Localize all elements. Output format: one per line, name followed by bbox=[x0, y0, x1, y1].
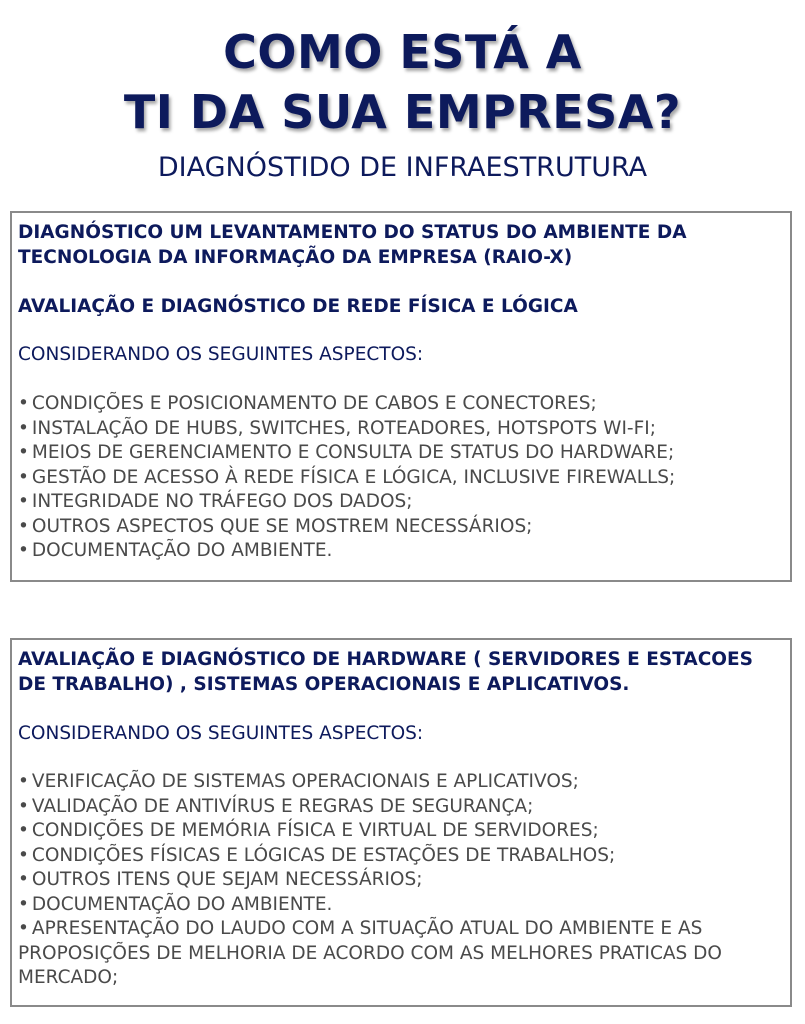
bullet-icon: • bbox=[18, 869, 29, 890]
section-1-list bbox=[18, 392, 786, 564]
list-item-text: DOCUMENTAÇÃO DO AMBIENTE. bbox=[31, 893, 333, 915]
bullet-icon: • bbox=[18, 771, 29, 792]
list-item-text: INSTALAÇÃO DE HUBS, SWITCHES, ROTEADORES, HOTSPOTS WI-FI; bbox=[31, 417, 656, 439]
bullet-icon: • bbox=[18, 795, 29, 817]
section-2-list bbox=[18, 770, 786, 991]
bullet-icon: • bbox=[18, 893, 29, 915]
list-item bbox=[18, 417, 786, 442]
list-item-text: OUTROS ASPECTOS QUE SE MOSTREM NECESSÁRIOS; bbox=[31, 515, 533, 537]
list-item-text: GESTÃO DE ACESSO À REDE FÍSICA E LÓGICA, INCLUSIVE FIREWALLS; bbox=[31, 466, 676, 488]
bullet-icon: • bbox=[18, 820, 29, 841]
list-item bbox=[18, 490, 786, 515]
list-item bbox=[18, 392, 786, 417]
list-item-text: CONDIÇÕES E POSICIONAMENTO DE CABOS E CONECTORES; bbox=[31, 393, 597, 414]
list-item bbox=[18, 795, 786, 820]
hardware-diagnosis-box bbox=[10, 638, 792, 1007]
list-item-text: CONDIÇÕES FÍSICAS E LÓGICAS DE ESTAÇÕES DE TRABALHOS; bbox=[31, 844, 616, 866]
bullet-icon: • bbox=[18, 515, 29, 537]
list-item bbox=[18, 441, 786, 466]
bullet-icon: • bbox=[18, 417, 29, 439]
page-title-line-1: COMO ESTÁ A bbox=[223, 25, 582, 79]
list-item bbox=[18, 515, 786, 540]
list-item-text: APRESENTAÇÃO DO LAUDO COM A SITUAÇÃO ATUAL DO AMBIENTE E AS PROPOSIÇÕES DE MELHORIA DE ACORDO COM AS MELHORES PRATICAS DO MERCADO; bbox=[18, 918, 722, 988]
list-item bbox=[18, 844, 786, 869]
network-diagnosis-box bbox=[10, 211, 792, 582]
list-item-text: MEIOS DE GERENCIAMENTO E CONSULTA DE STATUS DO HARDWARE; bbox=[31, 442, 675, 463]
list-item bbox=[18, 466, 786, 491]
bullet-icon: • bbox=[18, 466, 29, 488]
list-item bbox=[18, 893, 786, 918]
page-title-line-2: TI DA SUA EMPRESA? bbox=[123, 85, 682, 139]
bullet-icon: • bbox=[18, 491, 29, 512]
bullet-icon: • bbox=[18, 918, 29, 939]
list-item bbox=[18, 868, 786, 893]
section-2-heading-1: AVALIAÇÃO E DIAGNÓSTICO DE HARDWARE ( SERVIDORES E ESTACOES DE TRABALHO) , SISTEMAS OPERACIONAIS E APLICATIVOS. bbox=[18, 649, 753, 695]
list-item bbox=[18, 819, 786, 844]
bullet-icon: • bbox=[18, 844, 29, 866]
list-item-text: CONDIÇÕES DE MEMÓRIA FÍSICA E VIRTUAL DE SERVIDORES; bbox=[31, 820, 599, 841]
bullet-icon: • bbox=[18, 540, 29, 561]
list-item-text: VERIFICAÇÃO DE SISTEMAS OPERACIONAIS E APLICATIVOS; bbox=[31, 771, 579, 792]
list-item bbox=[18, 770, 786, 795]
list-item-text: VALIDAÇÃO DE ANTIVÍRUS E REGRAS DE SEGURANÇA; bbox=[31, 795, 534, 817]
section-1-heading-1: DIAGNÓSTICO UM LEVANTAMENTO DO STATUS DO AMBIENTE DA TECNOLOGIA DA INFORMAÇÃO DA EMPRESA (RAIO-X) bbox=[18, 222, 687, 268]
list-item-text: INTEGRIDADE NO TRÁFEGO DOS DADOS; bbox=[31, 491, 413, 512]
bullet-icon: • bbox=[18, 393, 29, 414]
section-2-considering: CONSIDERANDO OS SEGUINTES ASPECTOS: bbox=[18, 723, 424, 744]
list-item-text: OUTROS ITENS QUE SEJAM NECESSÁRIOS; bbox=[31, 869, 423, 890]
list-item-text: DOCUMENTAÇÃO DO AMBIENTE. bbox=[31, 540, 333, 561]
list-item bbox=[18, 917, 786, 991]
section-1-considering: CONSIDERANDO OS SEGUINTES ASPECTOS: bbox=[18, 344, 424, 365]
list-item bbox=[18, 539, 786, 564]
page-subtitle: DIAGNÓSTIDO DE INFRAESTRUTURA bbox=[157, 152, 648, 183]
section-1-heading-2: AVALIAÇÃO E DIAGNÓSTICO DE REDE FÍSICA E LÓGICA bbox=[18, 296, 578, 317]
bullet-icon: • bbox=[18, 442, 29, 463]
